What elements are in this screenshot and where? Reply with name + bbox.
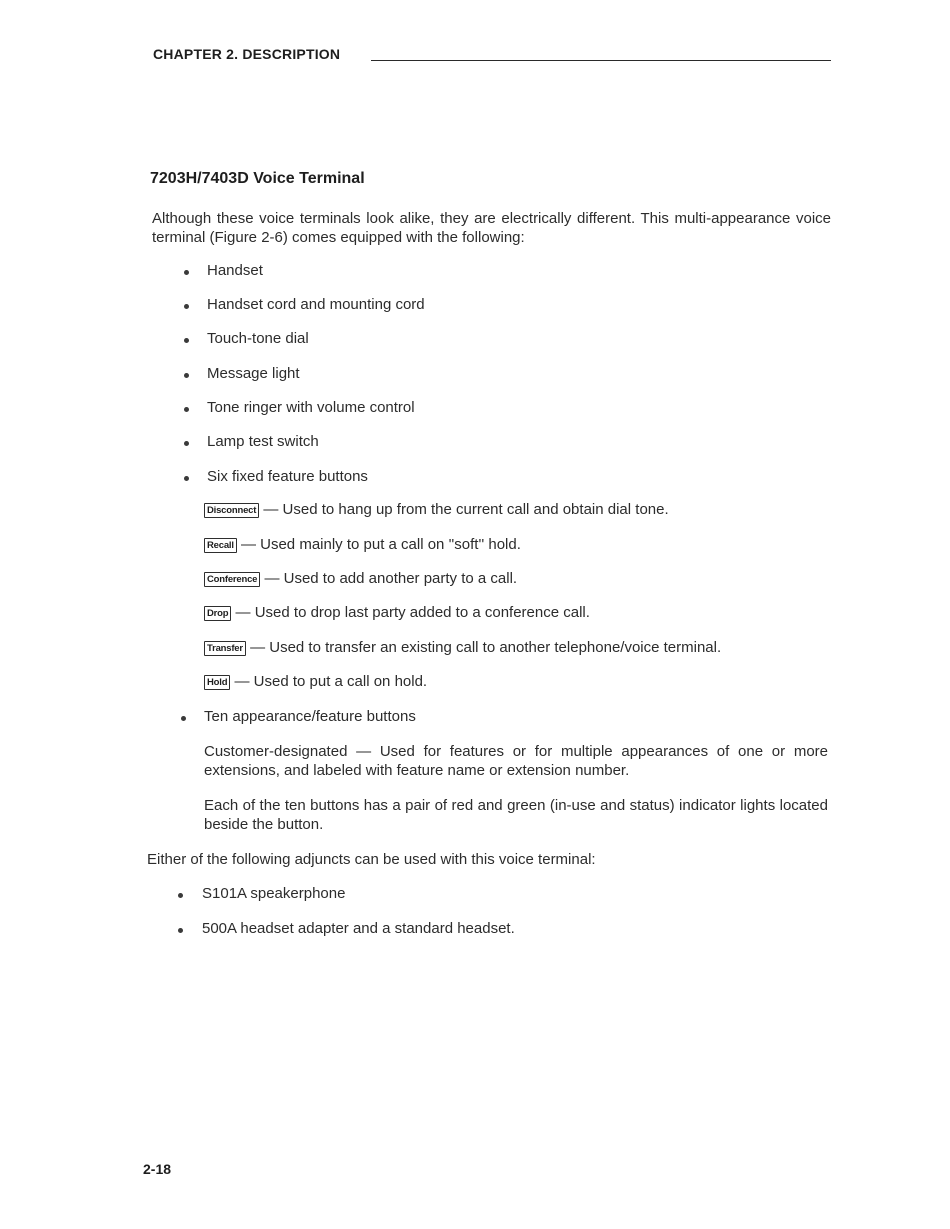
bullet-icon <box>184 338 189 343</box>
feature-row-conference <box>204 569 517 588</box>
bullet-icon <box>184 270 189 275</box>
feature-row-disconnect <box>204 500 669 519</box>
bullet-icon <box>181 716 186 721</box>
bullet-icon <box>178 928 183 933</box>
list-item-text: 500A headset adapter and a standard headset. <box>202 920 515 937</box>
header-rule <box>371 60 831 61</box>
bullet-icon <box>184 476 189 481</box>
list-item-text: Touch-tone dial <box>207 330 309 347</box>
adjuncts-intro: Either of the following adjuncts can be used with this voice terminal: <box>147 851 596 868</box>
feature-description: — Used to put a call on hold. <box>234 673 428 690</box>
bullet-icon <box>184 441 189 446</box>
feature-row-drop <box>204 603 590 622</box>
hold-key-label: Hold <box>204 675 230 690</box>
drop-key-label: Drop <box>204 606 231 621</box>
section-title: 7203H/7403D Voice Terminal <box>150 170 365 187</box>
list-item-text: Lamp test switch <box>207 433 319 450</box>
bullet-icon <box>184 407 189 412</box>
feature-description: — Used mainly to put a call on ''soft'' hold. <box>240 536 521 553</box>
feature-row-transfer <box>204 638 721 657</box>
conference-key-label: Conference <box>204 572 260 587</box>
feature-description: — Used to drop last party added to a conference call. <box>235 604 590 621</box>
disconnect-key-label: Disconnect <box>204 503 259 518</box>
intro-paragraph: Although these voice terminals look alike, they are electrically different. This multi-appearance voice terminal (Figure 2-6) comes equipped with the following: <box>152 210 831 246</box>
list-item-text: Message light <box>207 365 300 382</box>
bullet-icon <box>184 304 189 309</box>
list-item-text: Handset cord and mounting cord <box>207 296 425 313</box>
list-item-text: S101A speakerphone <box>202 885 346 902</box>
recall-key-label: Recall <box>204 538 237 553</box>
list-item-text: Handset <box>207 262 263 279</box>
bullet-icon <box>178 893 183 898</box>
chapter-header: CHAPTER 2. DESCRIPTION <box>153 46 341 62</box>
list-item-text: Tone ringer with volume control <box>207 399 415 416</box>
transfer-key-label: Transfer <box>204 641 246 656</box>
feature-description: — Used to transfer an existing call to another telephone/voice terminal. <box>250 639 722 656</box>
bullet-icon <box>184 373 189 378</box>
list-item-text: Ten appearance/feature buttons <box>204 708 416 725</box>
appearance-description: Customer-designated — Used for features or for multiple appearances of one or more extensions, and labeled with feature name or extension number. <box>204 743 828 779</box>
list-item-text: Six fixed feature buttons <box>207 468 368 485</box>
indicator-lights-description: Each of the ten buttons has a pair of red and green (in-use and status) indicator lights located beside the button. <box>204 797 828 833</box>
page-number: 2-18 <box>143 1161 172 1177</box>
feature-description: — Used to add another party to a call. <box>264 570 518 587</box>
feature-description: — Used to hang up from the current call and obtain dial tone. <box>263 501 669 518</box>
feature-row-hold <box>204 672 427 691</box>
feature-row-recall <box>204 535 521 554</box>
